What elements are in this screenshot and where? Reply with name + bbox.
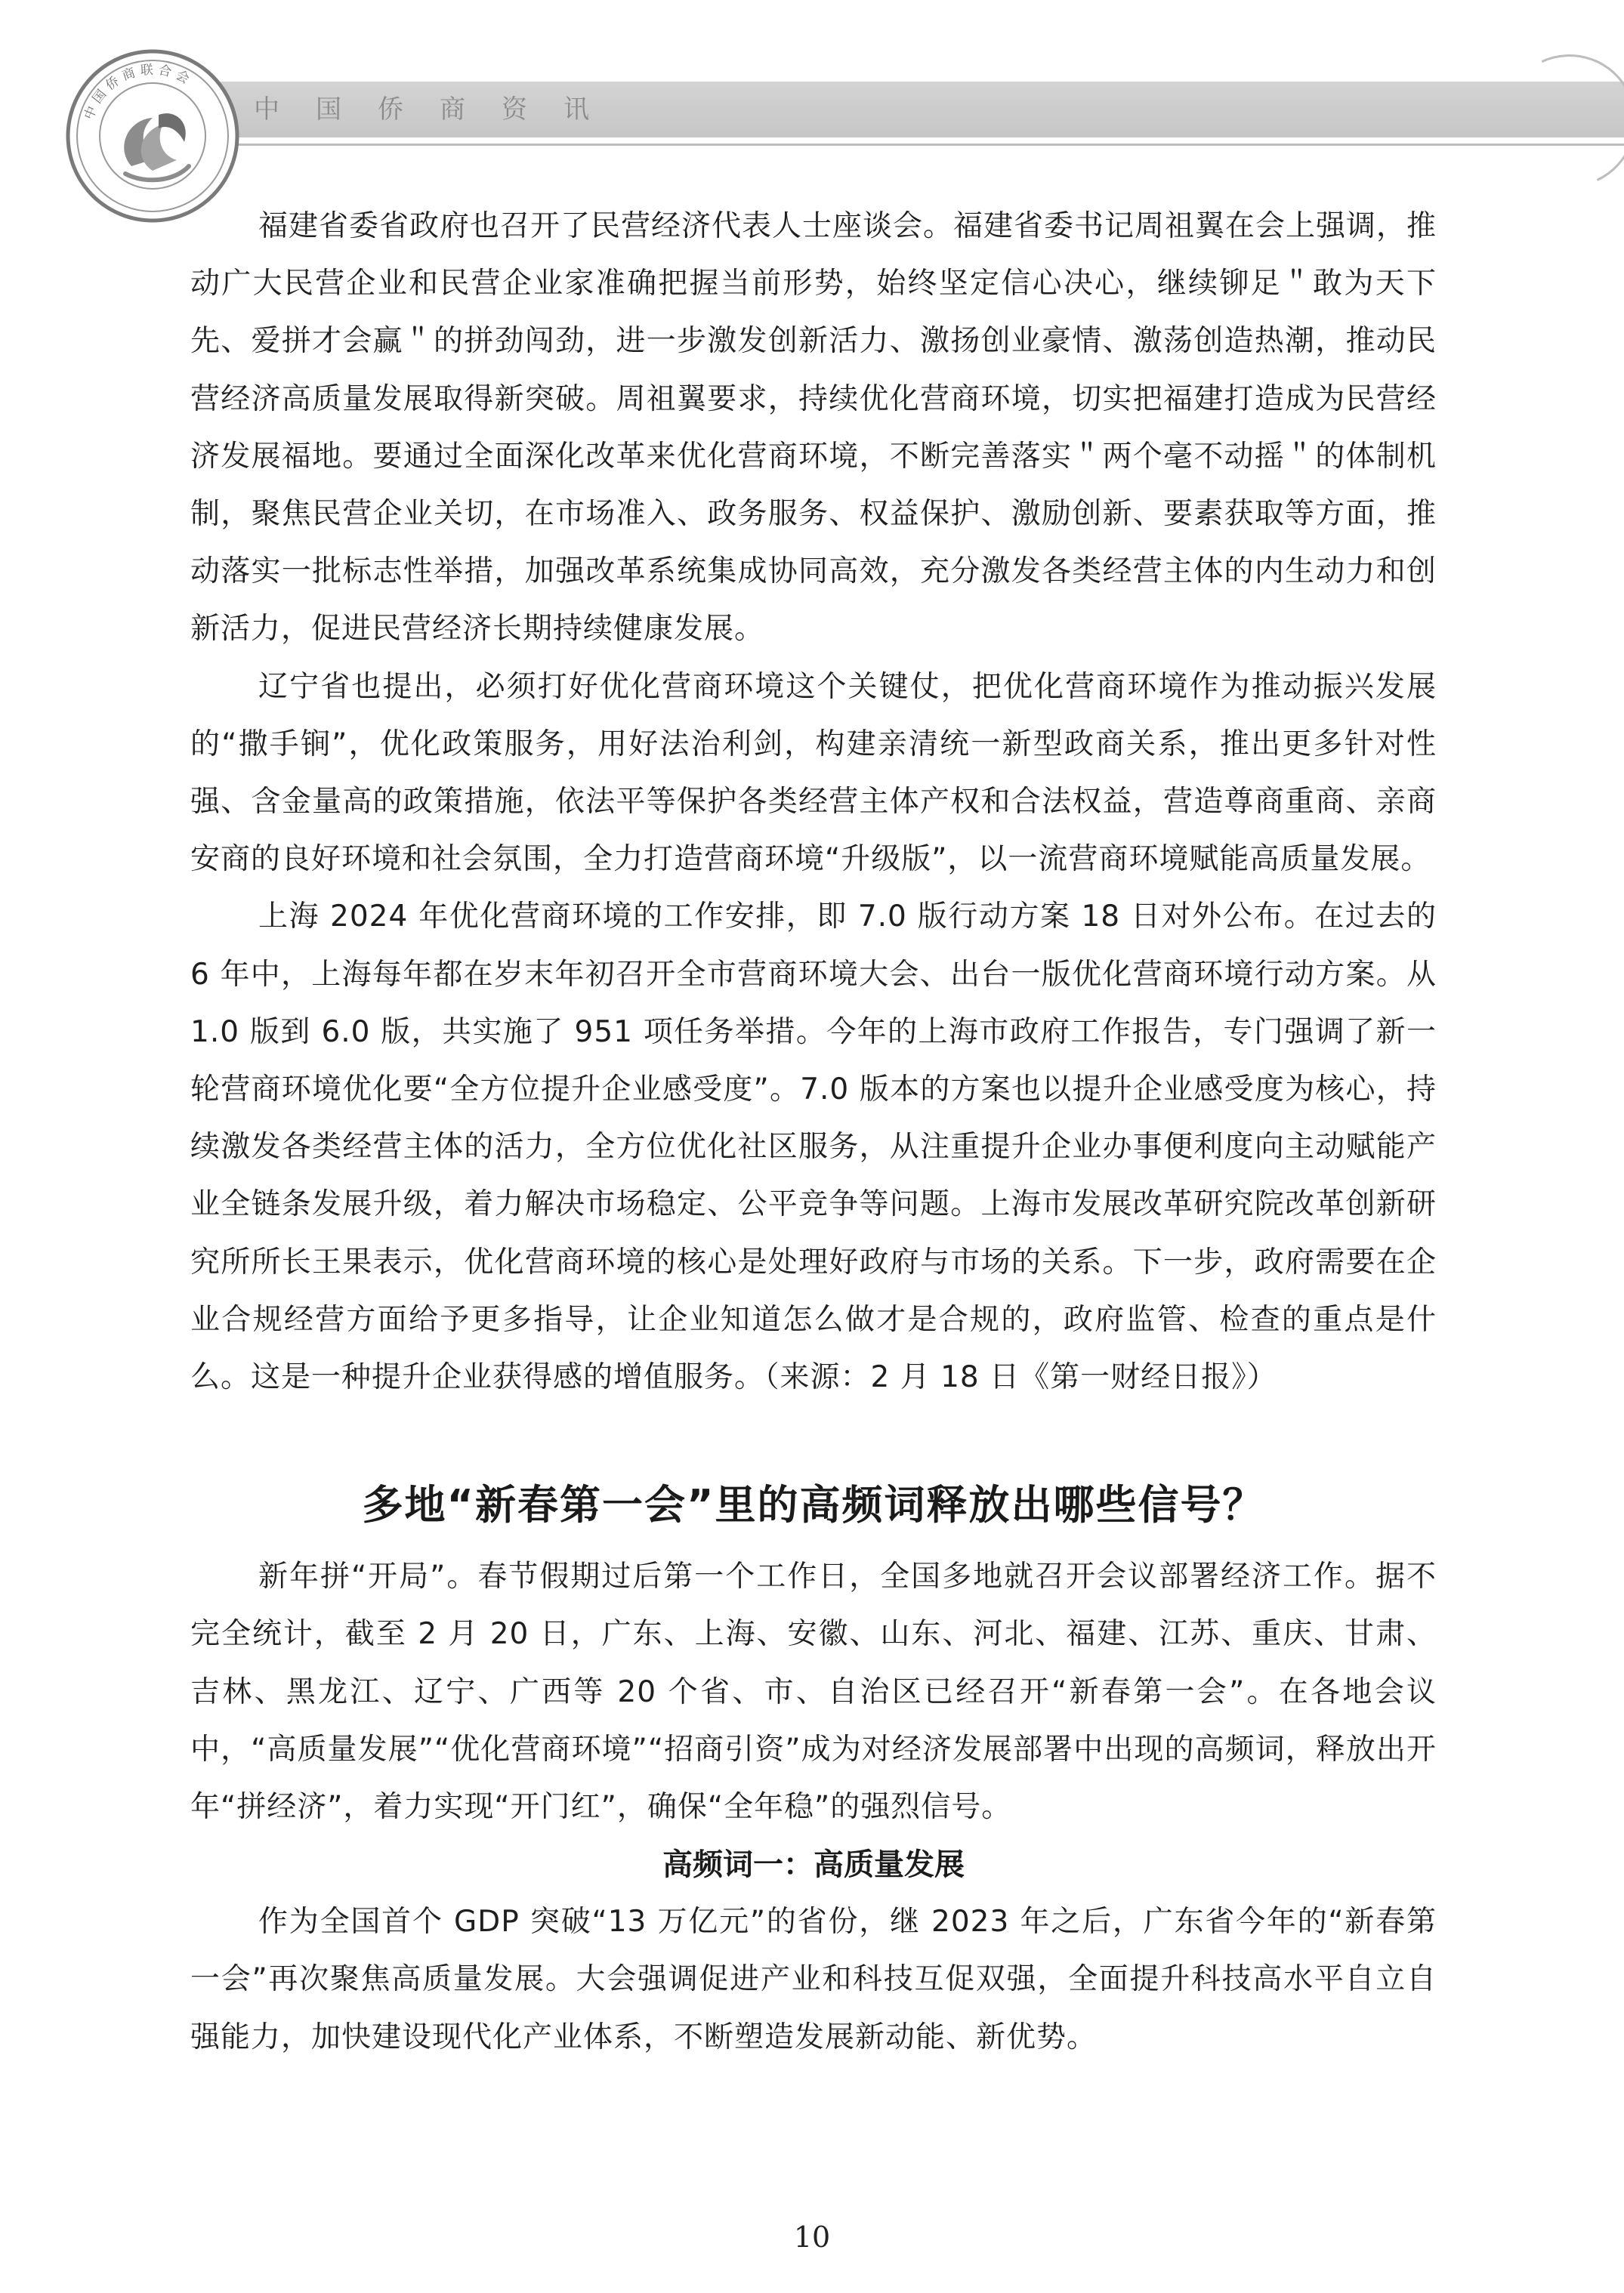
article1-paragraph-1: 福建省委省政府也召开了民营经济代表人士座谈会。福建省委书记周祖翼在会上强调，推动广大民营企业和民营企业家准确把握当前形势，始终坚定信心决心，继续铆足＂敢为天下先、爱拼才会赢＂的拼劲闯劲，进一步激发创新活力、激扬创业豪情、激荡创造热潮，推动民营经济高质量发展取得新突破。周祖翼要求，持续优化营商环境，切实把福建打造成为民营经济发展福地。要通过全面深化改革来优化营商环境，不断完善落实＂两个毫不动摇＂的体制机制，聚焦民营企业关切，在市场准入、政务服务、权益保护、激励创新、要素获取等方面，推动落实一批标志性举措，加强改革系统集成协同高效，充分激发各类经营主体的内生动力和创新活力，促进民营经济长期持续健康发展。 (190, 209, 1437, 647)
page-content (190, 198, 1437, 2066)
publication-title: 中国侨商资讯 (254, 94, 625, 125)
article1-paragraph-3-text: 上海 2024 年优化营商环境的工作安排，即 7.0 版行动方案 18 日对外公布。在过去的 6 年中，上海每年都在岁末年初召开全市营商环境大会、出台一版优化营商环境行动方案。从 1.0 版到 6.0 版，共实施了 951 项任务举措。今年的上海市政府工作报告，专门强调了新一轮营商环境优化要“全方位提升企业感受度”。7.0 版本的方案也以提升企业感受度为核心，持续激发各类经营主体的活力，全方位优化社区服务，从注重提升企业办事便利度向主动赋能产业全链条发展升级，着力解决市场稳定、公平竞争等问题。上海市发展改革研究院改革创新研究所所长王果表示，优化营商环境的核心是处理好政府与市场的关系。下一步，政府需要在企业合规经营方面给予更多指导，让企业知道怎么做才是合规的，政府监管、检查的重点是什么。这是一种提升企业获得感的增值服务。 (190, 900, 1437, 1395)
article2-body: 作为全国首个 GDP 突破“13 万亿元”的省份，继 2023 年之后，广东省今年的“新春第一会”再次聚焦高质量发展。大会强调促进产业和科技互促双强，全面提升科技高水平自立自强能力，加快建设现代化产业体系，不断塑造发展新动能、新优势。 (190, 1905, 1437, 2054)
article1-paragraph-2: 辽宁省也提出，必须打好优化营商环境这个关键仗，把优化营商环境作为推动振兴发展的“撒手锏”，优化政策服务，用好法治利剑，构建亲清统一新型政商关系，推出更多针对性强、含金量高的政策措施，依法平等保护各类经营主体产权和合法权益，营造尊商重商、亲商安商的良好环境和社会氛围，全力打造营商环境“升级版”，以一流营商环境赋能高质量发展。 (190, 669, 1437, 877)
article1-source: （来源：2 月 18 日《第一财经日报》） (764, 1360, 1277, 1395)
header-divider (151, 144, 1624, 146)
article2-intro: 新年拼“开局”。春节假期过后第一个工作日，全国多地就召开会议部署经济工作。据不完全统计，截至 2 月 20 日，广东、上海、安徽、山东、河北、福建、江苏、重庆、甘肃、吉林、黑龙江、辽宁、广西等 20 个省、市、自治区已经召开“新春第一会”。在各地会议中，“高质量发展”“优化营商环境”“招商引资”成为对经济发展部署中出现的高频词，释放出开年“拼经济”，着力实现“开门红”，确保“全年稳”的强烈信号。 (190, 1560, 1437, 1825)
header-swoosh (1484, 35, 1624, 206)
article2-title: 多地“新春第一会”里的高频词释放出哪些信号？ (362, 1481, 1265, 1529)
article1-paragraph-3 (190, 888, 1437, 1406)
page-number: 10 (793, 2220, 831, 2254)
article2-subheading: 高频词一：高质量发展 (662, 1847, 965, 1883)
logo-ring-text: 中国侨商联合会 (81, 62, 196, 122)
